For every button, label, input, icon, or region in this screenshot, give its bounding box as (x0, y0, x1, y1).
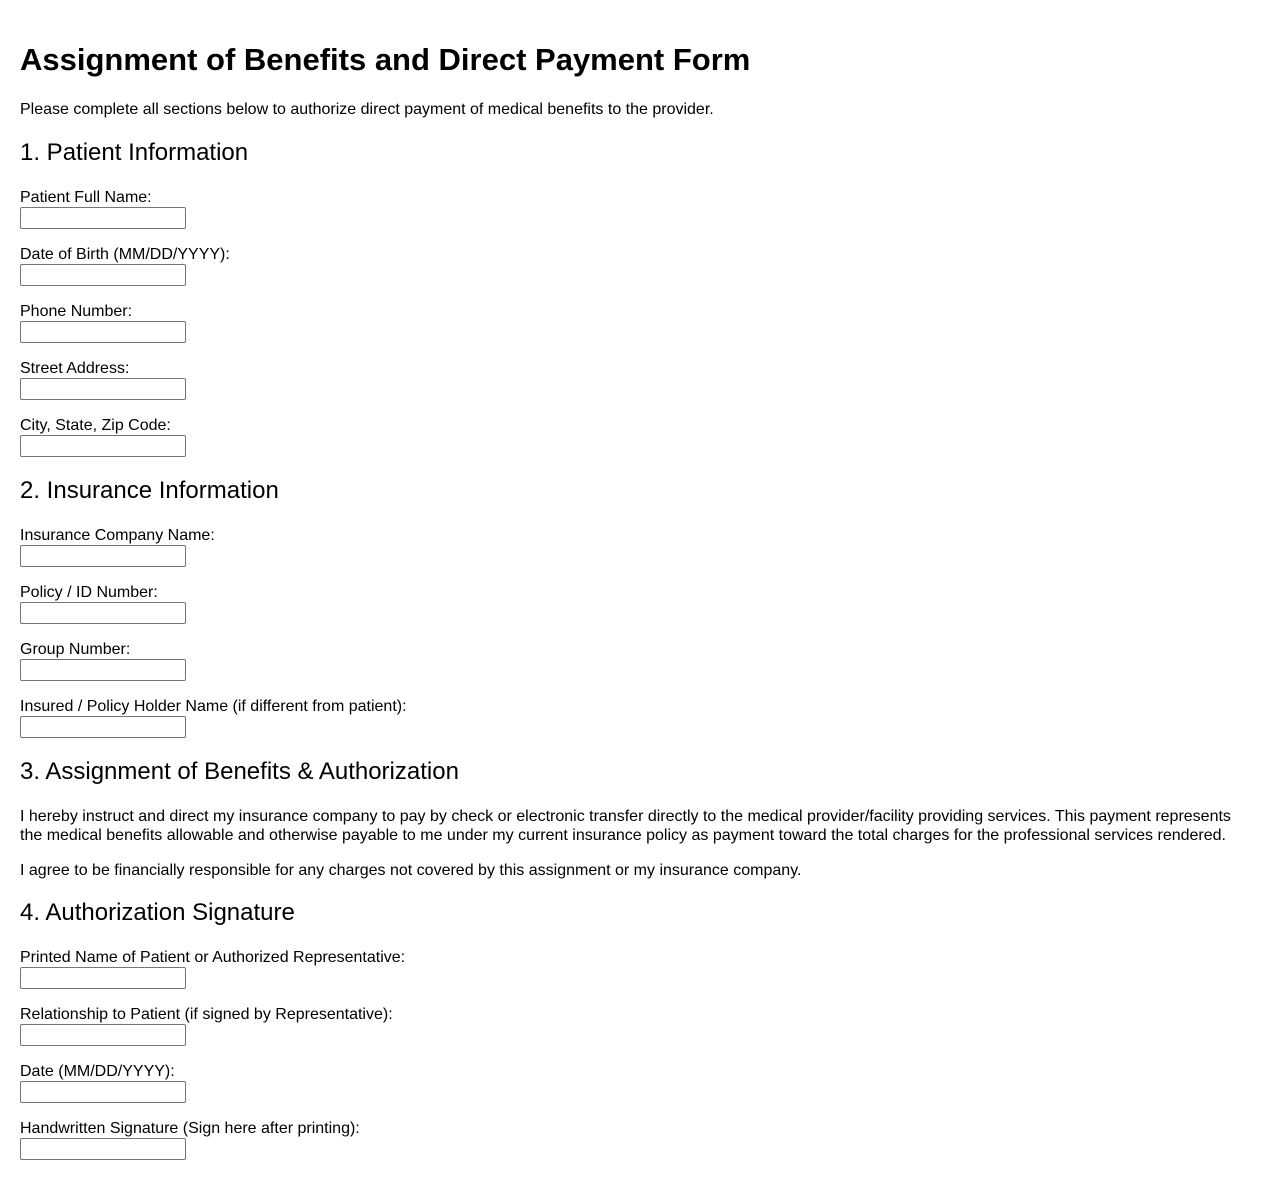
date-of-birth-label: Date of Birth (MM/DD/YYYY): (20, 246, 230, 263)
date-of-birth-input[interactable] (20, 264, 186, 286)
policy-id-number-input[interactable] (20, 602, 186, 624)
authorization-paragraph: I hereby instruct and direct my insurance company to pay by check or electronic transfer directly to the medical provider/facility providing services. This payment represents the medical benefits allowable and otherwise payable to me under my current insurance policy as payment toward the total charges for the professional services rendered. (20, 808, 1231, 844)
field-handwritten-signature (20, 1119, 1242, 1160)
policy-holder-name-label: Insured / Policy Holder Name (if different from patient): (20, 698, 407, 715)
field-insurance-company-name (20, 526, 1242, 567)
field-relationship-to-patient (20, 1005, 1242, 1046)
field-policy-id-number (20, 583, 1242, 624)
patient-full-name-label: Patient Full Name: (20, 189, 152, 206)
field-date-of-birth (20, 245, 1242, 286)
handwritten-signature-input[interactable] (20, 1138, 186, 1160)
city-state-zip-input[interactable] (20, 435, 186, 457)
intro-text: Please complete all sections below to authorize direct payment of medical benefits to the provider. (20, 101, 714, 118)
phone-number-label: Phone Number: (20, 303, 133, 320)
field-signature-date (20, 1062, 1242, 1103)
policy-id-number-label: Policy / ID Number: (20, 584, 158, 601)
field-group-number (20, 640, 1242, 681)
field-phone-number (20, 302, 1242, 343)
printed-name-label: Printed Name of Patient or Authorized Representative: (20, 949, 406, 966)
printed-name-input[interactable] (20, 967, 186, 989)
field-city-state-zip (20, 416, 1242, 457)
insurance-company-name-input[interactable] (20, 545, 186, 567)
section-heading-assignment-authorization: 3. Assignment of Benefits & Authorization (20, 758, 459, 785)
street-address-label: Street Address: (20, 360, 130, 377)
relationship-to-patient-input[interactable] (20, 1024, 186, 1046)
patient-full-name-input[interactable] (20, 207, 186, 229)
group-number-input[interactable] (20, 659, 186, 681)
financial-responsibility-paragraph: I agree to be financially responsible for any charges not covered by this assignment or my insurance company. (20, 862, 802, 879)
phone-number-input[interactable] (20, 321, 186, 343)
relationship-to-patient-label: Relationship to Patient (if signed by Representative): (20, 1006, 393, 1023)
street-address-input[interactable] (20, 378, 186, 400)
signature-date-label: Date (MM/DD/YYYY): (20, 1063, 175, 1080)
section-heading-patient-information: 1. Patient Information (20, 139, 249, 166)
field-street-address (20, 359, 1242, 400)
insurance-company-name-label: Insurance Company Name: (20, 527, 215, 544)
section-heading-authorization-signature: 4. Authorization Signature (20, 899, 295, 926)
handwritten-signature-label: Handwritten Signature (Sign here after printing): (20, 1120, 360, 1137)
signature-date-input[interactable] (20, 1081, 186, 1103)
section-heading-insurance-information: 2. Insurance Information (20, 477, 279, 504)
city-state-zip-label: City, State, Zip Code: (20, 417, 171, 434)
group-number-label: Group Number: (20, 641, 131, 658)
field-patient-full-name (20, 188, 1242, 229)
field-printed-name (20, 948, 1242, 989)
page-title: Assignment of Benefits and Direct Payment Form (20, 42, 751, 77)
field-policy-holder-name (20, 697, 1242, 738)
policy-holder-name-input[interactable] (20, 716, 186, 738)
